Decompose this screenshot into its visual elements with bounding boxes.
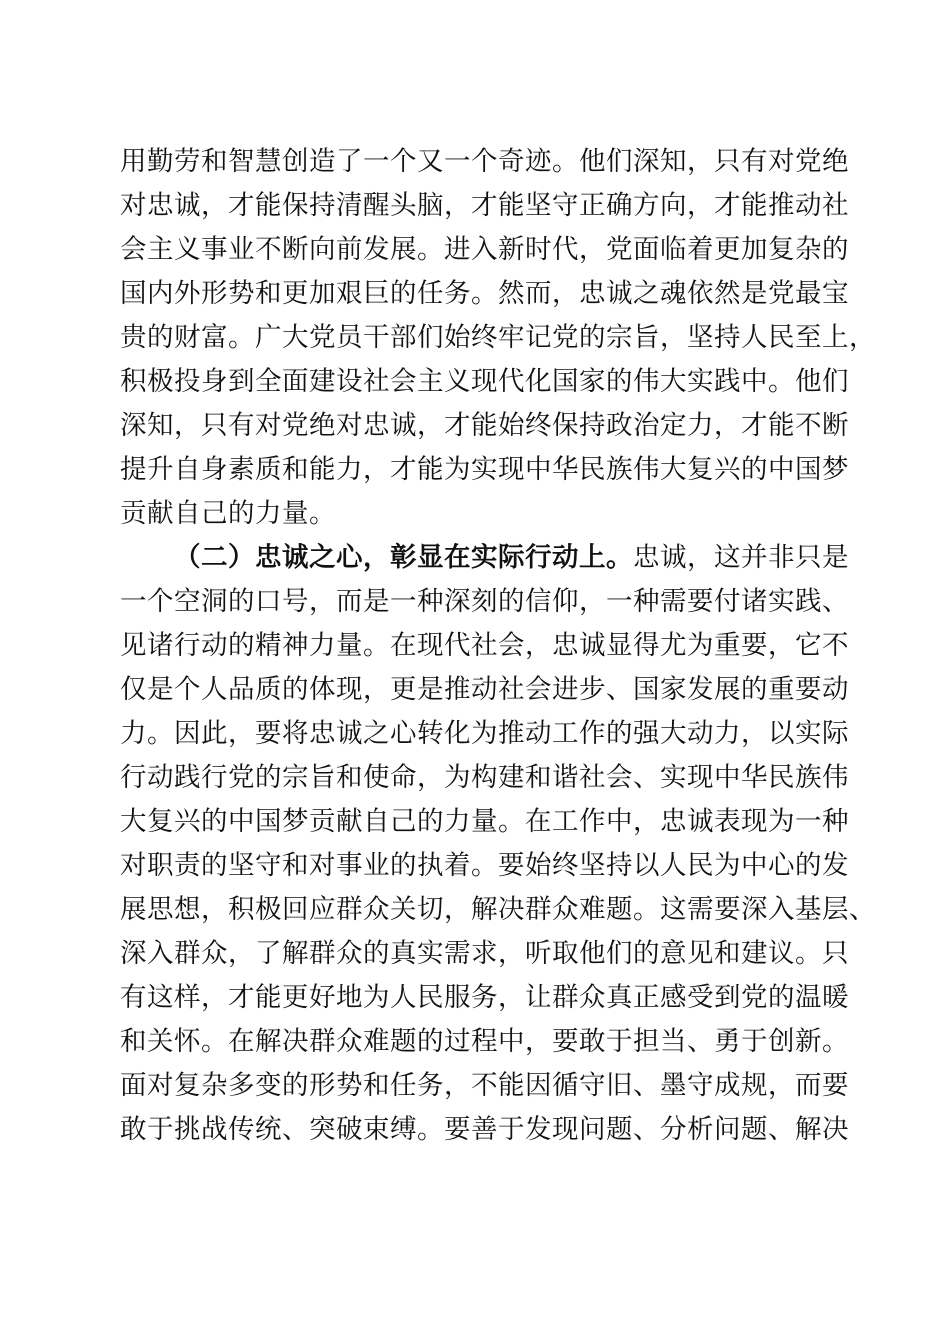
text-line: 提升自身素质和能力，才能为实现中华民族伟大复兴的中国梦 xyxy=(120,454,849,485)
text-line: 会主义事业不断向前发展。进入新时代，党面临着更加复杂的 xyxy=(120,234,849,265)
text-line: 力。因此，要将忠诚之心转化为推动工作的强大动力，以实际 xyxy=(120,718,849,749)
text-line: 见诸行动的精神力量。在现代社会，忠诚显得尤为重要，它不 xyxy=(120,630,849,661)
text-line: 深入群众，了解群众的真实需求，听取他们的意见和建议。只 xyxy=(120,938,849,969)
section-heading: （二）忠诚之心，彰显在实际行动上。 xyxy=(174,542,633,573)
document-page xyxy=(120,140,876,1152)
text-line: 对职责的坚守和对事业的执着。要始终坚持以人民为中心的发 xyxy=(120,850,849,881)
text-line: 一个空洞的口号，而是一种深刻的信仰，一种需要付诸实践、 xyxy=(120,586,849,617)
text-line: 面对复杂多变的形势和任务，不能因循守旧、墨守成规，而要 xyxy=(120,1070,849,1101)
text-line: 贡献自己的力量。 xyxy=(120,498,336,529)
text-line: 有这样，才能更好地为人民服务，让群众真正感受到党的温暖 xyxy=(120,982,849,1013)
text-line: 国内外形势和更加艰巨的任务。然而，忠诚之魂依然是党最宝 xyxy=(120,278,849,309)
text-line: 展思想，积极回应群众关切，解决群众难题。这需要深入基层、 xyxy=(120,894,876,925)
text-line: 行动践行党的宗旨和使命，为构建和谐社会、实现中华民族伟 xyxy=(120,762,849,793)
text-line: 对忠诚，才能保持清醒头脑，才能坚守正确方向，才能推动社 xyxy=(120,190,849,221)
text-line: 深知，只有对党绝对忠诚，才能始终保持政治定力，才能不断 xyxy=(120,410,849,441)
text-line: 积极投身到全面建设社会主义现代化国家的伟大实践中。他们 xyxy=(120,366,849,397)
text-line-first xyxy=(120,536,849,580)
paragraph-2 xyxy=(120,536,876,1152)
text-line: 仅是个人品质的体现，更是推动社会进步、国家发展的重要动 xyxy=(120,674,849,705)
text-line: 用勤劳和智慧创造了一个又一个奇迹。他们深知，只有对党绝 xyxy=(120,146,849,177)
text-line: 贵的财富。广大党员干部们始终牢记党的宗旨，坚持人民至上， xyxy=(120,322,876,353)
text-line: 大复兴的中国梦贡献自己的力量。在工作中，忠诚表现为一种 xyxy=(120,806,849,837)
text-line: 敢于挑战传统、突破束缚。要善于发现问题、分析问题、解决 xyxy=(120,1114,849,1145)
text-run: 忠诚，这并非只是 xyxy=(633,542,849,573)
paragraph-1 xyxy=(120,140,876,536)
text-line: 和关怀。在解决群众难题的过程中，要敢于担当、勇于创新。 xyxy=(120,1026,849,1057)
